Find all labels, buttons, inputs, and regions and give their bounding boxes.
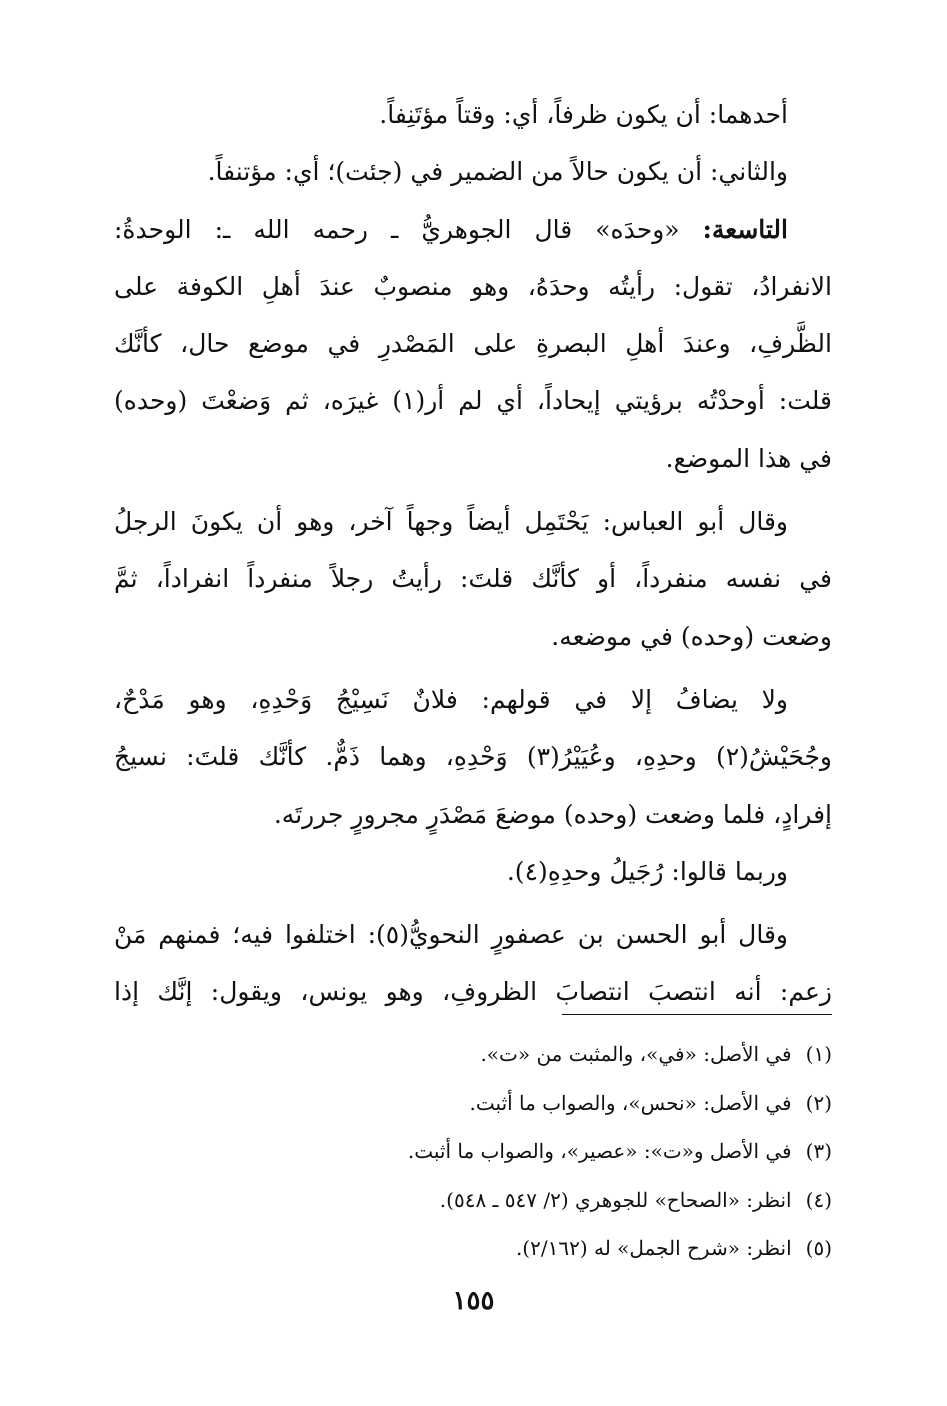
text-line: وقال أبو الحسن بن عصفورٍ النحويُّ(٥): اختلفوا فيه؛ فمنهم مَنْ (114, 920, 788, 950)
footnote-number: (٢) (805, 1090, 832, 1115)
text-line: وضعت (وحده) في موضعه. (551, 621, 832, 651)
footnote (114, 1127, 832, 1176)
footnote-text: انظر: «شرح الجمل» له (٢/١٦٢). (515, 1236, 792, 1260)
footnote (114, 1176, 832, 1225)
section-lead-rest: «وحدَه» قال الجوهريُّ ـ رحمه الله ـ: الوحدةُ: (114, 214, 680, 244)
footnote-number: (١) (805, 1042, 832, 1066)
footnotes (114, 1030, 832, 1273)
footnote (114, 1224, 832, 1273)
footnote-number: (٣) (805, 1139, 832, 1163)
text-line: أحدهما: أن يكون ظرفاً، أي: وقتاً مؤتَنِفاً. (379, 100, 788, 129)
text-line: إفرادٍ، فلما وضعت (وحده) موضعَ مَصْدَرٍ مجرورٍ جررتَه. (273, 799, 832, 829)
text-line: والثاني: أن يكون حالاً من الضمير في (جئت)؛ أي: مؤتنفاً. (207, 157, 788, 187)
text-line: وجُحَيْشُ(٢) وحدِهِ، وعُيَيْرُ(٣) وَحْدِهِ، وهما ذَمٌّ. كأنَّك قلتَ: نسيجُ (114, 742, 832, 772)
footnote-separator (562, 1014, 832, 1015)
text-line: وقال أبو العباس: يَحْتَمِل أيضاً وجهاً آخر، وهو أن يكونَ الرجلُ (114, 507, 788, 537)
page-number: ١٥٥ (452, 1286, 495, 1316)
text-line: ولا يضافُ إلا في قولهم: فلانٌ نَسِيْجُ وَحْدِهِ، وهو مَدْحٌ، (114, 684, 788, 714)
footnote-number: (٤) (805, 1187, 832, 1212)
footnote (114, 1030, 832, 1079)
text-line: في نفسه منفرداً، أو كأنَّك قلتَ: رأيتُ رجلاً منفرداً انفراداً، ثمَّ (114, 564, 832, 594)
section-lead: التاسعة: (702, 214, 788, 244)
text-line: زعم: أنه انتصبَ انتصابَ الظروفِ، وهو يونس، ويقول: إنَّك إذا (114, 977, 832, 1007)
text-line: الانفرادُ، تقول: رأيتُه وحدَهُ، وهو منصوبٌ عندَ أهلِ الكوفة على (114, 271, 832, 301)
footnote-text: في الأصل: «نحس»، والصواب ما أثبت. (469, 1090, 792, 1115)
footnote-text: انظر: «الصحاح» للجوهري (٢/ ٥٤٧ ـ ٥٤٨). (439, 1187, 792, 1212)
main-text (114, 86, 832, 1021)
text-line: في هذا الموضع. (665, 443, 832, 473)
text-line: قلت: أوحدْتُه برؤيتي إيحاداً، أي لم أر(١) غيرَه، ثم وَضعْتَ (وحده) (114, 386, 832, 416)
footnote-text: في الأصل و«ت»: «عصير»، والصواب ما أثبت. (407, 1139, 792, 1163)
text-line: وربما قالوا: رُجَيلُ وحدِهِ(٤). (506, 856, 788, 886)
text-line: الظَّرفِ، وعندَ أهلِ البصرةِ على المَصْدرِ في موضع حال، كأنَّك (114, 329, 832, 359)
text-line (114, 201, 832, 258)
footnote-text: في الأصل: «في»، والمثبت من «ت». (480, 1042, 792, 1066)
footnote (114, 1079, 832, 1128)
footnote-number: (٥) (805, 1236, 832, 1260)
